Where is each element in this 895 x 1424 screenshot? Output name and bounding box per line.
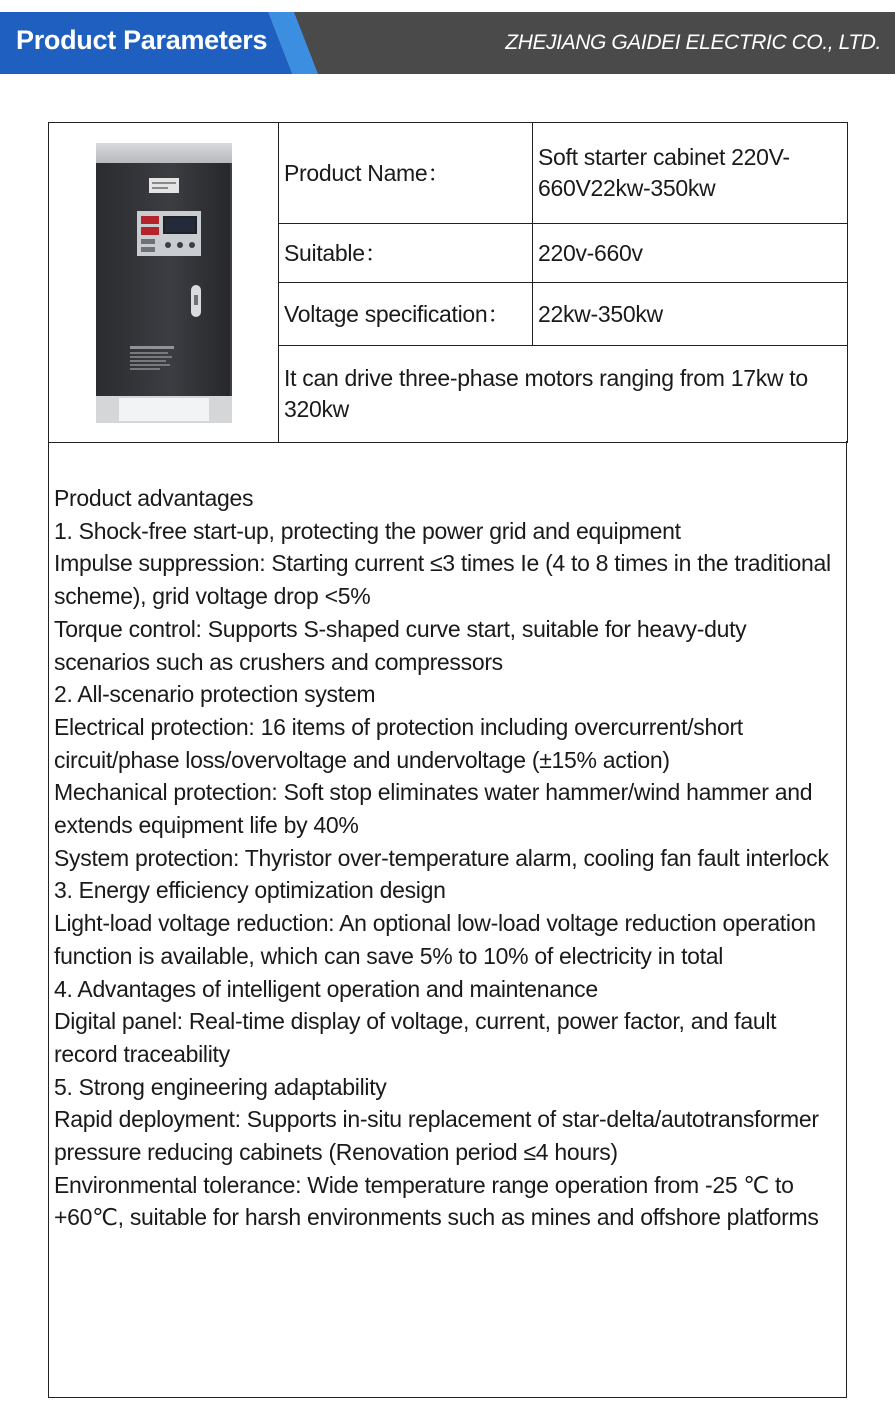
advantage-section-title: 3. Energy efficiency optimization design — [54, 877, 446, 904]
advantage-section-title: 5. Strong engineering adaptability — [54, 1073, 387, 1100]
advantage-detail: System protection: Thyristor over-temperature alarm, cooling fan fault interlock — [54, 844, 829, 871]
spec-label: Suitable： — [279, 224, 533, 283]
advantage-detail: Torque control: Supports S-shaped curve start, suitable for heavy-duty scenarios such as crushers and compressors — [54, 615, 747, 675]
spec-label: Voltage specification： — [279, 283, 533, 346]
advantage-section-title: 4. Advantages of intelligent operation and maintenance — [54, 975, 598, 1002]
spec-value: 22kw-350kw — [533, 283, 848, 346]
page-title: Product Parameters — [16, 25, 268, 55]
advantages-panel — [48, 441, 847, 1398]
table-row — [49, 123, 848, 224]
advantage-section-title: 2. All-scenario protection system — [54, 681, 376, 708]
advantage-section-title: 1. Shock-free start-up, protecting the power grid and equipment — [54, 517, 681, 544]
product-image-cell — [49, 123, 279, 443]
spec-table — [48, 122, 848, 443]
advantage-detail: Electrical protection: 16 items of protection including overcurrent/short circuit/phase loss/overvoltage and undervoltage (±15% action) — [54, 713, 743, 773]
soft-starter-cabinet-photo — [84, 143, 244, 423]
advantage-detail: Mechanical protection: Soft stop eliminates water hammer/wind hammer and extends equipment life by 40% — [54, 779, 813, 839]
spec-value: Soft starter cabinet 220V-660V22kw-350kw — [533, 123, 848, 224]
spec-label: Product Name： — [279, 123, 533, 224]
advantage-detail: Light-load voltage reduction: An optional low-load voltage reduction operation function is available, which can save 5% to 10% of electricity in total — [54, 910, 816, 969]
advantages-heading: Product advantages — [54, 485, 254, 511]
advantages-text — [54, 482, 844, 1234]
advantage-detail: Digital panel: Real-time display of voltage, current, power factor, and fault record traceability — [54, 1008, 777, 1067]
company-name: ZHEJIANG GAIDEI ELECTRIC CO., LTD. — [505, 31, 881, 54]
header-banner — [0, 12, 895, 74]
advantage-detail: Rapid deployment: Supports in-situ replacement of star-delta/autotransformer pressure reducing cabinets (Renovation period ≤4 hours) — [54, 1106, 819, 1166]
advantage-detail: Impulse suppression: Starting current ≤3 times Ie (4 to 8 times in the traditional scheme), grid voltage drop <5% — [54, 550, 831, 610]
advantage-detail: Environmental tolerance: Wide temperature range operation from -25 ℃ to +60℃, suitable for harsh environments such as mines and offshore platforms — [54, 1171, 819, 1231]
motor-range-note: It can drive three-phase motors ranging from 17kw to 320kw — [279, 346, 848, 443]
spec-value: 220v-660v — [533, 224, 848, 283]
